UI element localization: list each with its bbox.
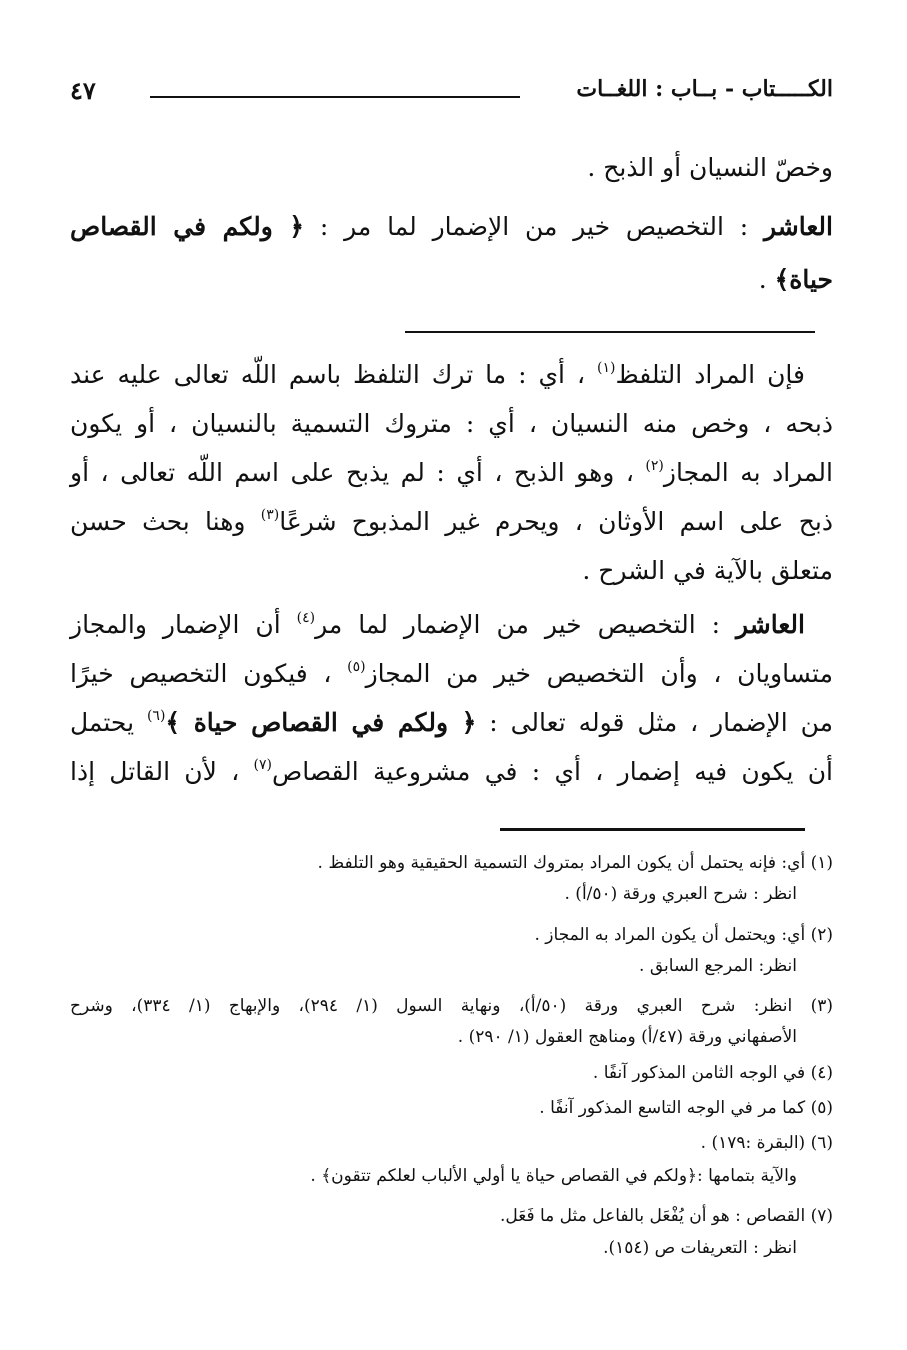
para1-line-3 (70, 458, 833, 488)
footnote-3-line-2: الأصفهاني ورقة (٤٧/أ) ومناهج العقول (١/ ٢٩٠) . (457, 1027, 797, 1047)
para2-l1-b: أن الإضمار والمجاز (70, 610, 297, 639)
footnote-1-line-2: انظر : شرح العبري ورقة (٥٠/أ) . (564, 884, 797, 904)
para2-line-4 (70, 757, 833, 787)
footnote-7-line-1: (٧) القصاص : هو أن يُفْعَل بالفاعل مثل ما فَعَل. (499, 1206, 833, 1226)
footnote-6-line-2: والآية بتمامها :﴿ولكم في القصاص حياة يا أولي الألباب لعلكم تتقون﴾ . (310, 1166, 797, 1186)
footnote-ref-6[interactable]: (٦) (146, 708, 166, 724)
section-rule (405, 331, 815, 333)
para1-line-2 (70, 409, 833, 439)
para2-label-tenth: العاشر (736, 610, 805, 639)
para1-line-1 (70, 360, 833, 390)
para2-l4-a: أن يكون فيه إضمار ، أي : في مشروعية القصاص (272, 757, 834, 786)
footnote-ref-3[interactable]: (٣) (260, 507, 280, 523)
para2-line-2 (70, 659, 833, 689)
para1-l1-b: ، أي : ما ترك التلفظ باسم اللّه تعالى عليه عند (70, 360, 598, 389)
para2-l3-a: من الإضمار ، مثل قوله تعالى : (476, 708, 833, 737)
para2-l4-b: ، لأن القاتل إذا (70, 757, 254, 786)
footnote-4: (٤) في الوجه الثامن المذكور آنفًا . (592, 1063, 833, 1083)
top-line-1 (587, 153, 833, 183)
para2-l3-b: يحتمل (70, 708, 147, 737)
footnote-6-line-1: (٦) (البقرة :١٧٩) . (700, 1133, 833, 1153)
para2-l2-b: ، فيكون التخصيص خيرًا (70, 659, 348, 688)
footnote-ref-2[interactable]: (٢) (645, 458, 664, 474)
top-line-3-end: . (758, 265, 775, 294)
para1-l3-b: ، وهو الذبح ، أي : لم يذبح على اسم اللّه تعالى ، أو (70, 458, 646, 487)
quran-verse-end: حياة﴾ (774, 265, 833, 294)
section-label-tenth: العاشر (764, 212, 833, 241)
para1-l5: متعلق بالآية في الشرح . (582, 556, 833, 585)
top-line-3 (759, 265, 833, 295)
para2-line-1 (70, 610, 833, 640)
quran-verse: ﴿ ولكم في القصاص (70, 212, 305, 241)
top-line-2 (70, 212, 833, 242)
running-title: الكـــــتاب - بــاب : اللغــات (576, 76, 833, 102)
footnote-2-line-1: (٢) أي: ويحتمل أن يكون المراد به المجاز . (534, 925, 833, 945)
para2-l1-a: : التخصيص خير من الإضمار لما مر (315, 610, 737, 639)
footnote-3-line-1: (٣) انظر: شرح العبري ورقة (٥٠/أ)، ونهاية السول (١/ ٢٩٤)، والإبهاج (١/ ٣٣٤)، وشرح (70, 996, 833, 1016)
para2-l2-a: متساويان ، وأن التخصيص خير من المجاز (365, 659, 833, 688)
para1-l2: ذبحه ، وخص منه النسيان ، أي : متروك التسمية بالنسيان ، أو يكون (70, 409, 833, 438)
footnote-ref-1[interactable]: (١) (597, 360, 616, 376)
para1-l3-a: المراد به المجاز (663, 458, 833, 487)
footnote-ref-5[interactable]: (٥) (347, 659, 366, 675)
quran-verse-2: ﴿ ولكم في القصاص حياة ﴾ (165, 708, 477, 737)
footnote-1-line-1: (١) أي: فإنه يحتمل أن يكون المراد بمتروك التسمية الحقيقية وهو التلفظ . (317, 853, 833, 873)
para2-line-3 (70, 708, 833, 738)
para1-line-5 (582, 556, 833, 586)
para1-line-4 (70, 507, 833, 537)
footnote-5: (٥) كما مر في الوجه التاسع المذكور آنفًا . (539, 1098, 833, 1118)
page-number: ٤٧ (70, 76, 96, 105)
top-line-2-text: : التخصيص خير من الإضمار لما مر : (304, 212, 765, 241)
para1-l1-a: فإن المراد التلفظ (615, 360, 805, 389)
footnote-separator (500, 828, 805, 831)
footnote-ref-4[interactable]: (٤) (296, 610, 316, 626)
para1-l4-a: ذبح على اسم الأوثان ، ويحرم غير المذبوح شرعًا (279, 507, 833, 536)
footnote-ref-7[interactable]: (٧) (253, 757, 273, 773)
para1-l4-b: وهنا بحث حسن (70, 507, 261, 536)
top-line-1-text: وخصّ النسيان أو الذبح . (587, 153, 833, 182)
footnote-7-line-2: انظر : التعريفات ص (١٥٤). (603, 1238, 797, 1258)
footnote-2-line-2: انظر: المرجع السابق . (639, 956, 797, 976)
header-rule (150, 96, 520, 98)
